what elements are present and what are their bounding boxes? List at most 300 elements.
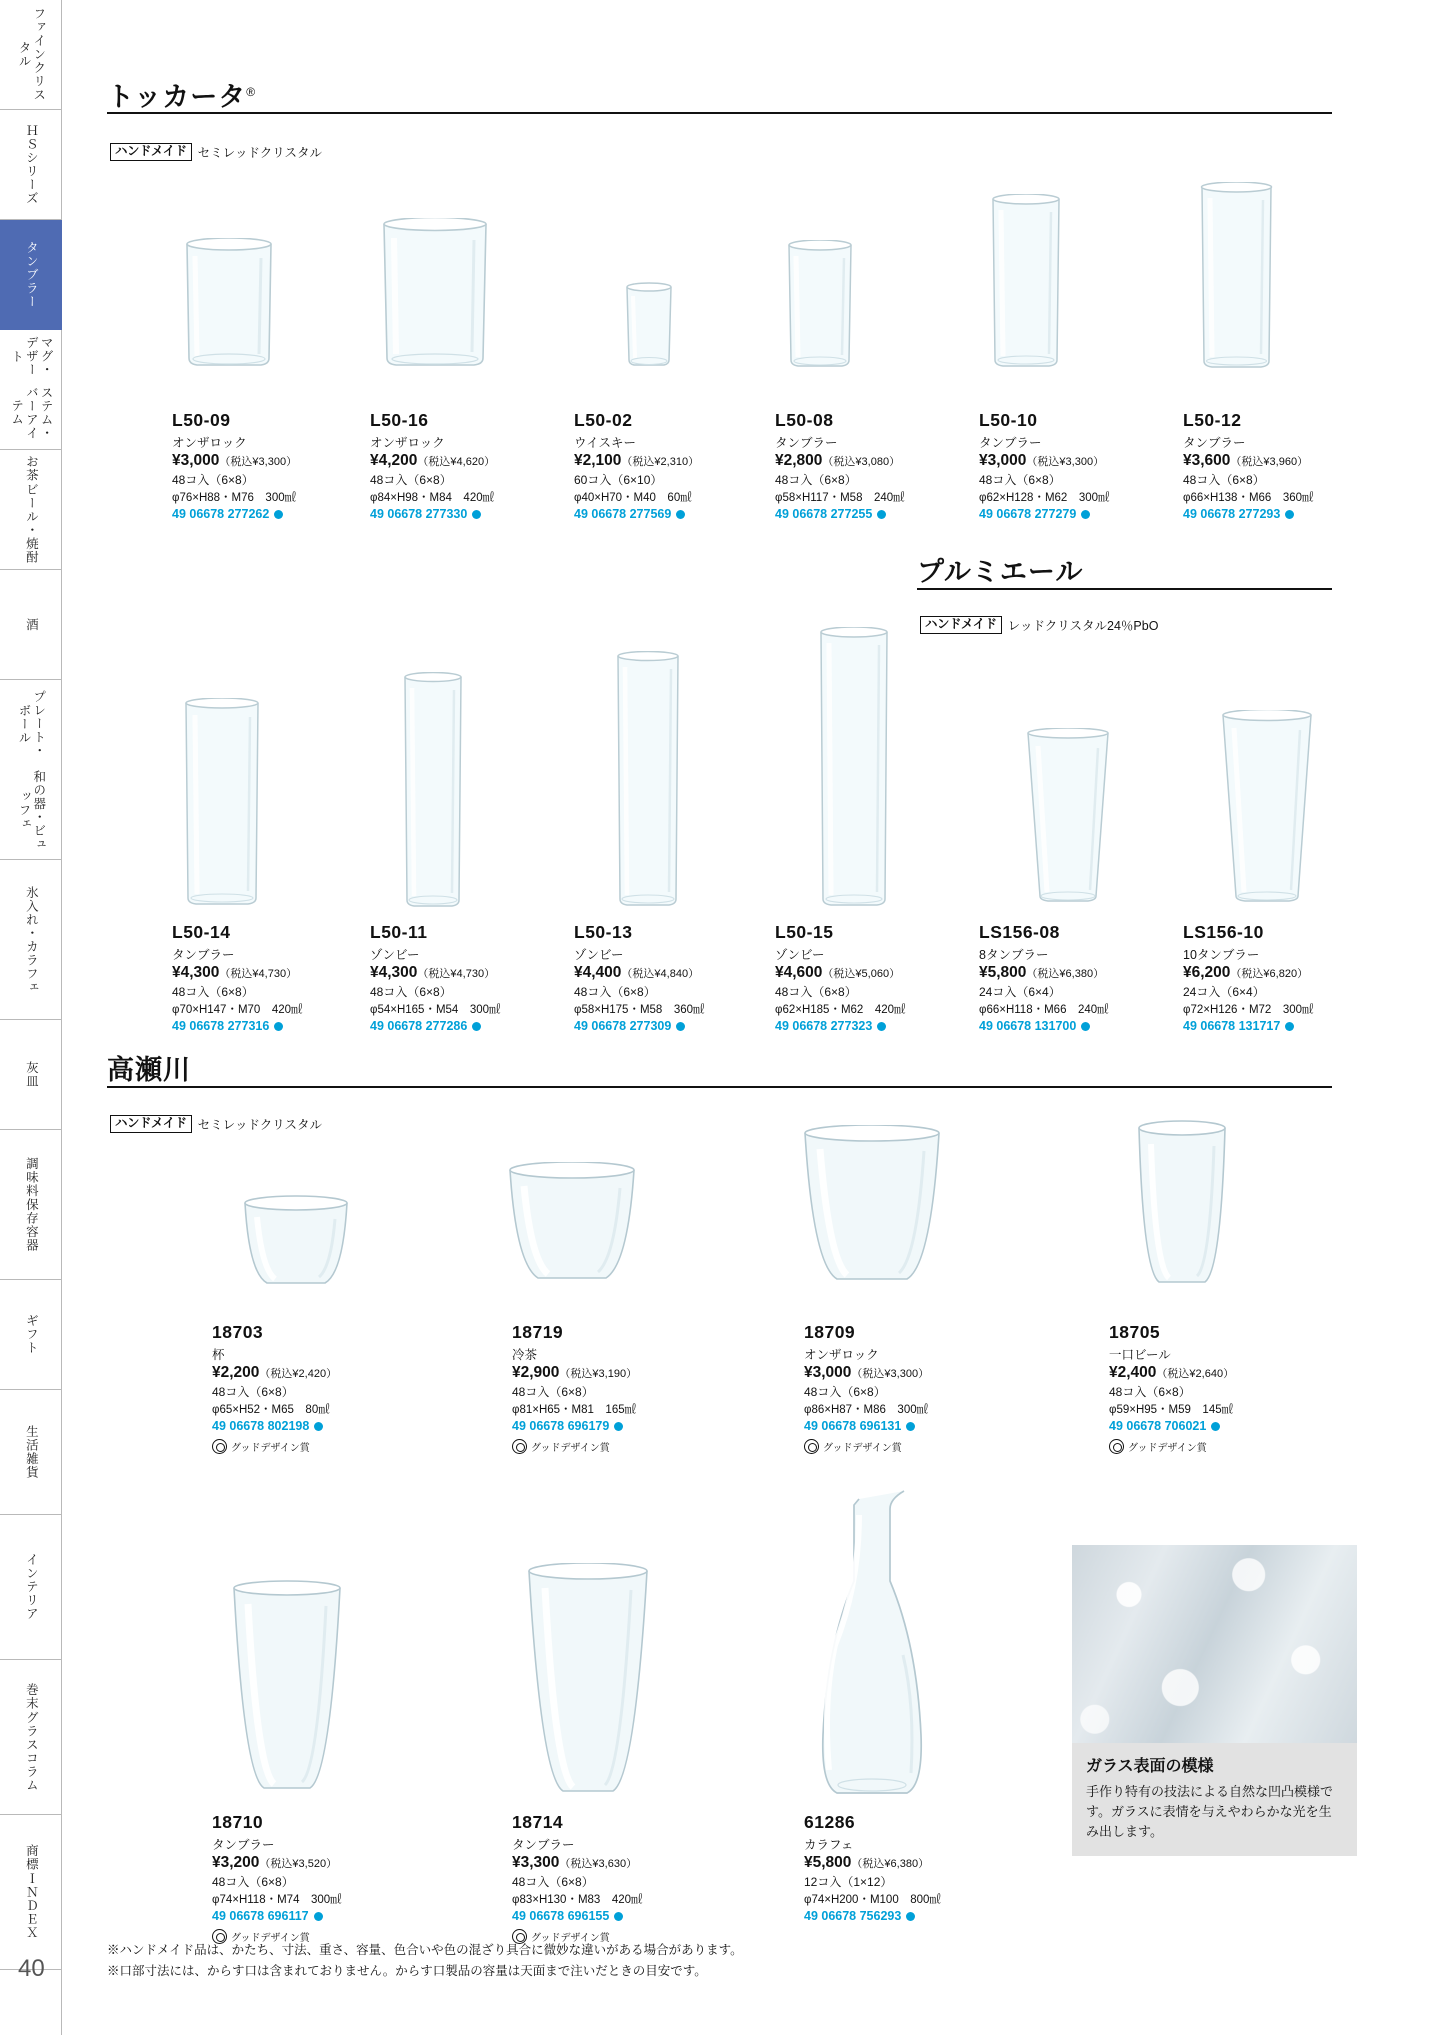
product-name: 8タンブラー bbox=[979, 948, 1049, 962]
product-jan bbox=[775, 507, 975, 521]
price-value: ¥3,000 bbox=[979, 452, 1027, 469]
price-tax: （税込¥6,380） bbox=[1026, 968, 1105, 980]
product-jan bbox=[1183, 1019, 1393, 1033]
product-item[interactable] bbox=[574, 410, 774, 521]
product-item[interactable] bbox=[370, 410, 575, 521]
badge-row-premiere bbox=[920, 616, 1158, 634]
product-name: 冷茶 bbox=[512, 1348, 538, 1362]
product-price bbox=[804, 1854, 1044, 1872]
product-item[interactable] bbox=[804, 1812, 1044, 1923]
sidebar-item-label: ギフト bbox=[24, 1314, 39, 1355]
price-tax: （税込¥3,300） bbox=[851, 1368, 930, 1380]
good-design-award bbox=[212, 1439, 442, 1454]
product-jan bbox=[1109, 1419, 1349, 1433]
product-image-LS156-08 bbox=[1022, 728, 1114, 906]
product-code: 18719 bbox=[512, 1322, 564, 1342]
jan-code: 49 06678 277293 bbox=[1183, 507, 1281, 521]
jan-code: 49 06678 277279 bbox=[979, 507, 1077, 521]
product-pack: 48コ入（6×8） bbox=[1109, 1385, 1191, 1399]
product-name: タンブラー bbox=[172, 948, 235, 962]
product-code: 18710 bbox=[212, 1812, 264, 1832]
good-design-label: グッドデザイン賞 bbox=[531, 1443, 610, 1454]
good-design-label: グッドデザイン賞 bbox=[231, 1933, 310, 1944]
product-item[interactable] bbox=[775, 922, 975, 1033]
product-dimension: φ58×H117・M58 240㎖ bbox=[775, 492, 905, 504]
product-name: オンザロック bbox=[804, 1348, 879, 1362]
product-dimension: φ66×H138・M66 360㎖ bbox=[1183, 492, 1314, 504]
product-price bbox=[212, 1854, 442, 1872]
good-design-icon bbox=[212, 1439, 227, 1454]
product-price bbox=[172, 452, 367, 470]
product-name: タンブラー bbox=[775, 436, 838, 450]
good-design-award bbox=[512, 1439, 742, 1454]
product-dimension: φ62×H128・M62 300㎖ bbox=[979, 492, 1110, 504]
product-image-L50-08 bbox=[778, 240, 862, 368]
good-design-label: グッドデザイン賞 bbox=[1128, 1443, 1207, 1454]
registered-mark: ® bbox=[246, 85, 257, 99]
product-pack: 24コ入（6×4） bbox=[1183, 985, 1265, 999]
product-price bbox=[804, 1364, 1044, 1382]
price-value: ¥4,400 bbox=[574, 964, 622, 981]
product-image-L50-11 bbox=[395, 672, 471, 910]
sidebar-item-hs-series[interactable] bbox=[0, 110, 62, 220]
sidebar-item-label: 酒 bbox=[24, 617, 39, 632]
badge-row-takasegawa bbox=[110, 1115, 322, 1133]
color-dot-icon bbox=[1081, 510, 1090, 519]
product-price bbox=[775, 452, 975, 470]
product-item[interactable] bbox=[1183, 922, 1393, 1033]
sidebar-item-label: 生活雑貨 bbox=[24, 1425, 39, 1479]
price-value: ¥3,200 bbox=[212, 1854, 260, 1871]
product-code: L50-08 bbox=[775, 410, 834, 430]
color-dot-icon bbox=[1285, 1022, 1294, 1031]
sidebar-item-label: インテリア bbox=[24, 1553, 39, 1621]
product-jan bbox=[212, 1909, 442, 1923]
page-number: 40 bbox=[18, 1955, 45, 1982]
product-code: 18705 bbox=[1109, 1322, 1161, 1342]
sidebar-item-label: グラスコラム bbox=[24, 1710, 39, 1792]
color-dot-icon bbox=[274, 510, 283, 519]
product-name: ゾンビー bbox=[370, 948, 420, 962]
glass-texture-image bbox=[1072, 1545, 1357, 1743]
sidebar-item-sublabel: 巻末 bbox=[24, 1682, 39, 1710]
sidebar-item-stem-baritem[interactable] bbox=[0, 330, 62, 450]
product-image-18714 bbox=[517, 1563, 659, 1803]
product-dimension: φ72×H126・M72 300㎖ bbox=[1183, 1004, 1314, 1016]
footnotes bbox=[107, 1940, 1257, 1981]
jan-code: 49 06678 277262 bbox=[172, 507, 270, 521]
product-dimension: φ81×H65・M81 165㎖ bbox=[512, 1404, 637, 1416]
sidebar-item-storage[interactable] bbox=[0, 1130, 62, 1280]
product-code: L50-13 bbox=[574, 922, 633, 942]
product-pack: 48コ入（6×8） bbox=[370, 985, 452, 999]
color-dot-icon bbox=[472, 1022, 481, 1031]
jan-code: 49 06678 756293 bbox=[804, 1909, 902, 1923]
product-dimension: φ84×H98・M84 420㎖ bbox=[370, 492, 495, 504]
product-pack: 48コ入（6×8） bbox=[212, 1385, 294, 1399]
color-dot-icon bbox=[877, 510, 886, 519]
product-jan bbox=[775, 1019, 975, 1033]
product-name: 10タンブラー bbox=[1183, 948, 1260, 962]
product-image-L50-09 bbox=[175, 238, 283, 368]
color-dot-icon bbox=[614, 1912, 623, 1921]
price-tax: （税込¥6,380） bbox=[851, 1858, 930, 1870]
product-price bbox=[172, 964, 372, 982]
sidebar-item-sublabel: お茶 bbox=[24, 455, 39, 482]
product-price bbox=[512, 1364, 742, 1382]
sidebar-item-ice-carafe[interactable] bbox=[0, 860, 62, 1020]
color-dot-icon bbox=[1081, 1022, 1090, 1031]
price-value: ¥2,400 bbox=[1109, 1364, 1157, 1381]
sidebar-item-beer-tea[interactable] bbox=[0, 450, 62, 570]
product-price bbox=[775, 964, 975, 982]
price-value: ¥2,200 bbox=[212, 1364, 260, 1381]
price-value: ¥3,000 bbox=[804, 1364, 852, 1381]
product-jan bbox=[1183, 507, 1383, 521]
product-price bbox=[212, 1364, 442, 1382]
sidebar-item-japanese-plate[interactable] bbox=[0, 680, 62, 860]
product-name: 杯 bbox=[212, 1348, 225, 1362]
texture-title: ガラス表面の模様 bbox=[1086, 1758, 1214, 1775]
sidebar-item-index[interactable] bbox=[0, 1815, 62, 1970]
product-code: L50-14 bbox=[172, 922, 231, 942]
product-name: カラフェ bbox=[804, 1838, 854, 1852]
jan-code: 49 06678 277255 bbox=[775, 507, 873, 521]
price-tax: （税込¥6,820） bbox=[1230, 968, 1309, 980]
product-dimension: φ83×H130・M83 420㎖ bbox=[512, 1894, 643, 1906]
product-jan bbox=[804, 1419, 1044, 1433]
price-tax: （税込¥4,730） bbox=[417, 968, 496, 980]
good-design-icon bbox=[804, 1439, 819, 1454]
product-code: 18709 bbox=[804, 1322, 856, 1342]
jan-code: 49 06678 706021 bbox=[1109, 1419, 1207, 1433]
price-value: ¥4,300 bbox=[370, 964, 418, 981]
price-value: ¥3,300 bbox=[512, 1854, 560, 1871]
product-jan bbox=[172, 1019, 372, 1033]
product-item[interactable] bbox=[512, 1812, 742, 1944]
product-price bbox=[512, 1854, 742, 1872]
price-tax: （税込¥3,300） bbox=[219, 456, 298, 468]
price-value: ¥4,200 bbox=[370, 452, 418, 469]
price-value: ¥4,300 bbox=[172, 964, 220, 981]
product-pack: 48コ入（6×8） bbox=[512, 1875, 594, 1889]
sidebar-item-label: 保存容器 bbox=[24, 1198, 39, 1253]
product-name: ゾンビー bbox=[574, 948, 624, 962]
product-code: LS156-08 bbox=[979, 922, 1060, 942]
sidebar-item-ashtray[interactable] bbox=[0, 1020, 62, 1130]
product-dimension: φ40×H70・M40 60㎖ bbox=[574, 492, 692, 504]
product-item[interactable] bbox=[212, 1812, 442, 1944]
product-code: L50-11 bbox=[370, 922, 428, 942]
color-dot-icon bbox=[274, 1022, 283, 1031]
product-code: LS156-10 bbox=[1183, 922, 1264, 942]
product-dimension: φ70×H147・M70 420㎖ bbox=[172, 1004, 303, 1016]
price-value: ¥3,000 bbox=[172, 452, 220, 469]
footnote-line: ※口部寸法には、からす口は含まれておりません。からす口製品の容量は天面まで注いだときの目安です。 bbox=[107, 1963, 707, 1978]
sidebar-item-label: 氷入れ・カラフェ bbox=[24, 885, 39, 994]
product-name: タンブラー bbox=[979, 436, 1042, 450]
price-tax: （税込¥2,640） bbox=[1156, 1368, 1235, 1380]
product-code: L50-15 bbox=[775, 922, 834, 942]
jan-code: 49 06678 277286 bbox=[370, 1019, 468, 1033]
sidebar-item-sublabel: マグ・デザート bbox=[9, 336, 54, 377]
jan-code: 49 06678 277569 bbox=[574, 507, 672, 521]
price-tax: （税込¥5,060） bbox=[822, 968, 901, 980]
price-tax: （税込¥4,620） bbox=[417, 456, 496, 468]
product-code: L50-16 bbox=[370, 410, 429, 430]
badge-row-toccata bbox=[110, 143, 322, 161]
section-rule bbox=[107, 112, 1332, 114]
section-title-text: 高瀬川 bbox=[107, 1055, 191, 1085]
good-design-icon bbox=[1109, 1439, 1124, 1454]
product-price bbox=[979, 964, 1179, 982]
good-design-label: グッドデザイン賞 bbox=[823, 1443, 902, 1454]
price-tax: （税込¥3,520） bbox=[259, 1858, 338, 1870]
product-price bbox=[1183, 964, 1393, 982]
product-code: L50-12 bbox=[1183, 410, 1242, 430]
jan-code: 49 06678 696131 bbox=[804, 1419, 902, 1433]
handmade-badge: ハンドメイド bbox=[110, 143, 192, 161]
section-title-premiere bbox=[917, 550, 1083, 589]
material-label: セミレッドクリスタル bbox=[197, 1118, 323, 1132]
price-value: ¥2,900 bbox=[512, 1364, 560, 1381]
sidebar-item-label: ビール・焼酎 bbox=[24, 483, 39, 564]
sidebar-item-sake[interactable] bbox=[0, 570, 62, 680]
product-item[interactable] bbox=[1183, 410, 1383, 521]
product-name: ウイスキー bbox=[574, 436, 637, 450]
price-tax: （税込¥3,080） bbox=[822, 456, 901, 468]
product-price bbox=[574, 452, 774, 470]
handmade-badge: ハンドメイド bbox=[110, 1115, 192, 1133]
section-title-text: プルミエール bbox=[917, 557, 1084, 587]
price-tax: （税込¥3,630） bbox=[559, 1858, 638, 1870]
product-jan bbox=[172, 507, 367, 521]
product-price bbox=[1109, 1364, 1349, 1382]
sidebar-item-sublabel: 商標 bbox=[24, 1844, 39, 1872]
good-design-label: グッドデザイン賞 bbox=[231, 1443, 310, 1454]
price-tax: （税込¥4,730） bbox=[219, 968, 298, 980]
product-dimension: φ76×H88・M76 300㎖ bbox=[172, 492, 297, 504]
product-dimension: φ74×H200・M100 800㎖ bbox=[804, 1894, 941, 1906]
color-dot-icon bbox=[472, 510, 481, 519]
product-pack: 48コ入（6×8） bbox=[212, 1875, 294, 1889]
color-dot-icon bbox=[676, 1022, 685, 1031]
sidebar-item-glass-column[interactable] bbox=[0, 1660, 62, 1815]
jan-code: 49 06678 696155 bbox=[512, 1909, 610, 1923]
section-title-text: トッカータ bbox=[107, 82, 247, 112]
glass-texture-panel bbox=[1072, 1545, 1357, 1856]
product-image-61286 bbox=[807, 1485, 937, 1803]
product-dimension: φ62×H185・M62 420㎖ bbox=[775, 1004, 906, 1016]
price-tax: （税込¥3,300） bbox=[1026, 456, 1105, 468]
product-code: L50-09 bbox=[172, 410, 231, 430]
product-name: オンザロック bbox=[172, 436, 247, 450]
product-item[interactable] bbox=[212, 1322, 442, 1454]
sidebar-item-label: 和の器・ビュッフェ bbox=[17, 769, 46, 851]
good-design-label: グッドデザイン賞 bbox=[531, 1933, 610, 1944]
product-item[interactable] bbox=[172, 922, 372, 1033]
product-item[interactable] bbox=[1109, 1322, 1349, 1454]
product-price bbox=[370, 964, 570, 982]
product-image-18703 bbox=[237, 1195, 355, 1295]
product-image-L50-02 bbox=[618, 282, 680, 368]
product-image-18709 bbox=[797, 1125, 947, 1293]
product-pack: 24コ入（6×4） bbox=[979, 985, 1061, 999]
product-jan bbox=[512, 1909, 742, 1923]
section-rule bbox=[107, 1086, 1332, 1088]
product-item[interactable] bbox=[574, 922, 774, 1033]
jan-code: 49 06678 277323 bbox=[775, 1019, 873, 1033]
section-rule bbox=[917, 588, 1332, 590]
jan-code: 49 06678 277309 bbox=[574, 1019, 672, 1033]
product-jan bbox=[212, 1419, 442, 1433]
product-name: オンザロック bbox=[370, 436, 445, 450]
product-pack: 48コ入（6×8） bbox=[1183, 473, 1265, 487]
product-code: 18703 bbox=[212, 1322, 264, 1342]
product-item[interactable] bbox=[512, 1322, 742, 1454]
product-dimension: φ74×H118・M74 300㎖ bbox=[212, 1894, 342, 1906]
product-dimension: φ58×H175・M58 360㎖ bbox=[574, 1004, 705, 1016]
sidebar-item-fine-crystal[interactable] bbox=[0, 0, 62, 110]
price-value: ¥2,100 bbox=[574, 452, 622, 469]
product-pack: 48コ入（6×8） bbox=[370, 473, 452, 487]
price-tax: （税込¥4,840） bbox=[621, 968, 700, 980]
jan-code: 49 06678 696179 bbox=[512, 1419, 610, 1433]
product-image-L50-14 bbox=[174, 698, 272, 908]
footnote-line: ※ハンドメイド品は、かたち、寸法、重さ、容量、色合いや色の混ざり具合に微妙な違いがある場合があります。 bbox=[107, 1943, 743, 1957]
section-title-toccata bbox=[107, 75, 256, 114]
price-value: ¥5,800 bbox=[979, 964, 1027, 981]
product-name: 一口ビール bbox=[1109, 1348, 1171, 1362]
product-pack: 12コ入（1×12） bbox=[804, 1875, 893, 1889]
product-pack: 48コ入（6×8） bbox=[172, 473, 254, 487]
product-image-L50-12 bbox=[1190, 182, 1284, 370]
product-price bbox=[1183, 452, 1383, 470]
jan-code: 49 06678 277316 bbox=[172, 1019, 270, 1033]
product-image-18710 bbox=[222, 1580, 352, 1800]
product-pack: 48コ入（6×8） bbox=[512, 1385, 594, 1399]
product-jan bbox=[979, 507, 1179, 521]
product-dimension: φ66×H118・M66 240㎖ bbox=[979, 1004, 1109, 1016]
price-value: ¥5,800 bbox=[804, 1854, 852, 1871]
color-dot-icon bbox=[906, 1422, 915, 1431]
product-image-L50-16 bbox=[372, 218, 498, 368]
product-code: 18714 bbox=[512, 1812, 564, 1832]
product-image-LS156-10 bbox=[1217, 710, 1317, 906]
product-dimension: φ65×H52・M65 80㎖ bbox=[212, 1404, 330, 1416]
price-tax: （税込¥3,960） bbox=[1230, 456, 1309, 468]
color-dot-icon bbox=[614, 1422, 623, 1431]
price-tax: （税込¥2,420） bbox=[259, 1368, 338, 1380]
side-tab-rail bbox=[0, 0, 62, 2035]
catalog-page bbox=[62, 0, 1438, 2035]
price-tax: （税込¥3,190） bbox=[559, 1368, 638, 1380]
product-item[interactable] bbox=[370, 922, 570, 1033]
product-image-L50-10 bbox=[982, 194, 1070, 369]
sidebar-item-gift[interactable] bbox=[0, 1280, 62, 1390]
color-dot-icon bbox=[314, 1422, 323, 1431]
sidebar-item-label: ＨＳシリーズ bbox=[24, 124, 39, 205]
good-design-icon bbox=[512, 1439, 527, 1454]
glass-texture-caption bbox=[1072, 1743, 1357, 1856]
sidebar-item-label: ＩＮＤＥＸ bbox=[24, 1872, 39, 1940]
product-dimension: φ54×H165・M54 300㎖ bbox=[370, 1004, 501, 1016]
sidebar-item-label: タンブラー bbox=[24, 240, 39, 309]
sidebar-item-lifestyle[interactable] bbox=[0, 1390, 62, 1515]
jan-code: 49 06678 277330 bbox=[370, 507, 468, 521]
product-pack: 48コ入（6×8） bbox=[979, 473, 1061, 487]
product-code: L50-10 bbox=[979, 410, 1038, 430]
product-name: タンブラー bbox=[1183, 436, 1246, 450]
product-image-L50-15 bbox=[810, 627, 898, 909]
product-item[interactable] bbox=[172, 410, 367, 521]
good-design-award bbox=[804, 1439, 1044, 1454]
color-dot-icon bbox=[676, 510, 685, 519]
product-jan bbox=[370, 1019, 570, 1033]
product-name: タンブラー bbox=[512, 1838, 575, 1852]
product-jan bbox=[574, 507, 774, 521]
material-label: セミレッドクリスタル bbox=[197, 146, 323, 160]
product-item[interactable] bbox=[979, 410, 1179, 521]
product-jan bbox=[804, 1909, 1044, 1923]
product-jan bbox=[574, 1019, 774, 1033]
price-tax: （税込¥2,310） bbox=[621, 456, 700, 468]
product-dimension: φ86×H87・M86 300㎖ bbox=[804, 1404, 929, 1416]
price-value: ¥3,600 bbox=[1183, 452, 1231, 469]
sidebar-item-sublabel: プレート・ボール bbox=[17, 690, 46, 758]
color-dot-icon bbox=[1285, 510, 1294, 519]
sidebar-item-tumbler[interactable] bbox=[0, 220, 62, 330]
color-dot-icon bbox=[1211, 1422, 1220, 1431]
product-item[interactable] bbox=[804, 1322, 1044, 1454]
product-jan bbox=[370, 507, 575, 521]
product-pack: 48コ入（6×8） bbox=[172, 985, 254, 999]
price-value: ¥4,600 bbox=[775, 964, 823, 981]
product-pack: 48コ入（6×8） bbox=[775, 473, 857, 487]
product-code: 61286 bbox=[804, 1812, 856, 1832]
sidebar-item-interior[interactable] bbox=[0, 1515, 62, 1660]
price-value: ¥6,200 bbox=[1183, 964, 1231, 981]
price-value: ¥2,800 bbox=[775, 452, 823, 469]
product-pack: 48コ入（6×8） bbox=[804, 1385, 886, 1399]
product-price bbox=[979, 452, 1179, 470]
color-dot-icon bbox=[906, 1912, 915, 1921]
jan-code: 49 06678 131717 bbox=[1183, 1019, 1281, 1033]
product-price bbox=[370, 452, 575, 470]
sidebar-item-sublabel: 調味料 bbox=[24, 1156, 39, 1198]
material-label: レッドクリスタル24％PbO bbox=[1007, 619, 1159, 633]
texture-text: 手作り特有の技法による自然な凹凸模様です。ガラスに表情を与えやわらかな光を生み出します。 bbox=[1086, 1784, 1334, 1840]
product-code: L50-02 bbox=[574, 410, 633, 430]
section-title-takasegawa bbox=[107, 1048, 191, 1087]
color-dot-icon bbox=[314, 1912, 323, 1921]
product-image-L50-13 bbox=[607, 651, 689, 909]
product-image-18719 bbox=[502, 1162, 642, 1292]
sidebar-item-label: ステム・バーアイテム bbox=[9, 385, 54, 440]
jan-code: 49 06678 696117 bbox=[212, 1909, 309, 1923]
product-pack: 60コ入（6×10） bbox=[574, 473, 663, 487]
jan-code: 49 06678 802198 bbox=[212, 1419, 310, 1433]
product-name: ゾンビー bbox=[775, 948, 825, 962]
sidebar-item-label: ファインクリスタル bbox=[17, 7, 46, 102]
product-price bbox=[574, 964, 774, 982]
product-name: タンブラー bbox=[212, 1838, 275, 1852]
color-dot-icon bbox=[877, 1022, 886, 1031]
product-item[interactable] bbox=[775, 410, 975, 521]
product-item[interactable] bbox=[979, 922, 1179, 1033]
product-dimension: φ59×H95・M59 145㎖ bbox=[1109, 1404, 1234, 1416]
product-image-18705 bbox=[1127, 1120, 1237, 1295]
